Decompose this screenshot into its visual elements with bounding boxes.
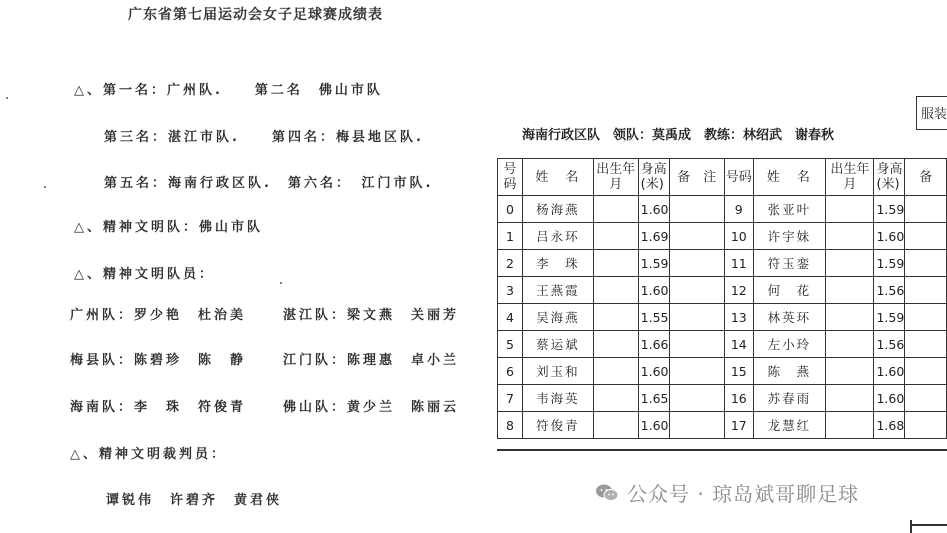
results-line: 海南队：李 珠 符俊青 — [70, 400, 247, 415]
player-height: 1.60 — [874, 223, 905, 250]
birth-cell — [593, 304, 638, 331]
table-row — [498, 250, 947, 277]
roster-table — [497, 158, 947, 439]
scan-speck — [44, 186, 46, 188]
table-row — [498, 358, 947, 385]
player-number: 17 — [724, 412, 753, 439]
birth-cell — [593, 277, 638, 304]
table-row — [498, 304, 947, 331]
results-line: △、第一名：广州队. 第二名 佛山市队 — [74, 83, 383, 98]
player-height: 1.56 — [874, 277, 905, 304]
birth-cell — [826, 196, 874, 223]
player-number: 8 — [498, 412, 523, 439]
birth-cell — [826, 358, 874, 385]
player-height: 1.60 — [638, 358, 669, 385]
note-cell — [669, 304, 724, 331]
note-cell — [905, 196, 947, 223]
player-number: 2 — [498, 250, 523, 277]
player-name: 林英环 — [753, 304, 826, 331]
column-header: 姓 名 — [522, 159, 593, 196]
team-header: 海南行政区队 领队：莫禹成 教练：林绍武 谢春秋 — [522, 128, 835, 143]
player-number: 13 — [724, 304, 753, 331]
corner-mark — [910, 524, 947, 526]
player-number: 5 — [498, 331, 523, 358]
player-height: 1.66 — [638, 331, 669, 358]
column-header: 姓 名 — [753, 159, 826, 196]
player-height: 1.59 — [874, 304, 905, 331]
column-header: 出生年月 — [593, 159, 638, 196]
player-number: 0 — [498, 196, 523, 223]
player-name: 刘玉和 — [522, 358, 593, 385]
note-cell — [905, 385, 947, 412]
birth-cell — [826, 331, 874, 358]
player-name: 张亚叶 — [753, 196, 826, 223]
results-line: 广州队：罗少艳 杜治美 — [70, 308, 247, 323]
results-line: 湛江队：梁文燕 关丽芳 — [283, 308, 460, 323]
player-number: 7 — [498, 385, 523, 412]
column-header: 备 — [905, 159, 947, 196]
birth-cell — [826, 412, 874, 439]
column-header: 备 注 — [669, 159, 724, 196]
corner-mark — [910, 520, 912, 533]
player-height: 1.65 — [638, 385, 669, 412]
column-header: 身高(米) — [874, 159, 905, 196]
player-name: 符玉銮 — [753, 250, 826, 277]
player-number: 6 — [498, 358, 523, 385]
watermark — [595, 478, 859, 507]
results-line: 第五名：海南行政区队. 第六名： 江门市队. — [104, 176, 434, 191]
note-cell — [669, 358, 724, 385]
player-name: 王燕霞 — [522, 277, 593, 304]
player-name: 吴海燕 — [522, 304, 593, 331]
player-number: 1 — [498, 223, 523, 250]
note-cell — [669, 250, 724, 277]
results-line: 佛山队：黄少兰 陈丽云 — [283, 400, 460, 415]
column-header: 号码 — [498, 159, 523, 196]
note-cell — [905, 223, 947, 250]
birth-cell — [593, 412, 638, 439]
player-name: 陈 燕 — [753, 358, 826, 385]
player-name: 苏春雨 — [753, 385, 826, 412]
watermark-text: 公众号 · 琼岛斌哥聊足球 — [627, 482, 860, 506]
column-header: 身高(米) — [638, 159, 669, 196]
document-title: 广东省第七届运动会女子足球赛成绩表 — [128, 7, 383, 23]
player-height: 1.60 — [874, 385, 905, 412]
table-row — [498, 196, 947, 223]
player-height: 1.68 — [874, 412, 905, 439]
player-number: 9 — [724, 196, 753, 223]
player-number: 12 — [724, 277, 753, 304]
player-name: 蔡运斌 — [522, 331, 593, 358]
results-line: △、精神文明队员： — [74, 267, 215, 282]
birth-cell — [593, 250, 638, 277]
note-cell — [669, 385, 724, 412]
player-name: 左小玲 — [753, 331, 826, 358]
uniform-tab-label: 服装 — [921, 107, 947, 122]
note-cell — [669, 331, 724, 358]
roster-header-row — [498, 159, 947, 196]
birth-cell — [593, 196, 638, 223]
player-name: 符俊青 — [522, 412, 593, 439]
player-name: 龙慧红 — [753, 412, 826, 439]
player-number: 10 — [724, 223, 753, 250]
player-number: 11 — [724, 250, 753, 277]
player-name: 何 花 — [753, 277, 826, 304]
results-line: 第三名：湛江市队. 第四名：梅县地区队. — [104, 130, 424, 145]
results-line: 梅县队：陈碧珍 陈 静 — [70, 353, 247, 368]
note-cell — [905, 304, 947, 331]
player-number: 3 — [498, 277, 523, 304]
birth-cell — [826, 304, 874, 331]
player-name: 杨海燕 — [522, 196, 593, 223]
note-cell — [905, 277, 947, 304]
player-height: 1.59 — [874, 196, 905, 223]
column-header: 出生年月 — [826, 159, 874, 196]
note-cell — [905, 331, 947, 358]
uniform-tab — [916, 96, 947, 130]
player-name: 吕永环 — [522, 223, 593, 250]
note-cell — [905, 358, 947, 385]
player-number: 4 — [498, 304, 523, 331]
player-height: 1.56 — [874, 331, 905, 358]
player-height: 1.60 — [874, 358, 905, 385]
table-row — [498, 412, 947, 439]
birth-cell — [593, 331, 638, 358]
player-name: 李 珠 — [522, 250, 593, 277]
results-line: △、精神文明裁判员： — [70, 447, 227, 462]
note-cell — [669, 196, 724, 223]
note-cell — [669, 412, 724, 439]
column-header: 号码 — [724, 159, 753, 196]
table-row — [498, 223, 947, 250]
note-cell — [669, 223, 724, 250]
player-name: 许宇妹 — [753, 223, 826, 250]
birth-cell — [826, 250, 874, 277]
results-line: 江门队：陈理惠 卓小兰 — [283, 353, 460, 368]
player-height: 1.59 — [638, 250, 669, 277]
player-number: 14 — [724, 331, 753, 358]
birth-cell — [593, 223, 638, 250]
table-bottom-rule — [497, 449, 947, 451]
birth-cell — [826, 277, 874, 304]
player-height: 1.60 — [638, 412, 669, 439]
table-row — [498, 331, 947, 358]
player-height: 1.60 — [638, 196, 669, 223]
scan-speck — [6, 97, 8, 99]
player-height: 1.55 — [638, 304, 669, 331]
results-line: 谭锐伟 许碧齐 黄君侠 — [106, 493, 283, 508]
player-number: 16 — [724, 385, 753, 412]
player-height: 1.60 — [638, 277, 669, 304]
results-line: △、精神文明队：佛山市队 — [74, 220, 263, 235]
birth-cell — [593, 385, 638, 412]
birth-cell — [593, 358, 638, 385]
player-height: 1.69 — [638, 223, 669, 250]
player-height: 1.59 — [874, 250, 905, 277]
scan-speck — [280, 282, 282, 284]
note-cell — [905, 250, 947, 277]
table-row — [498, 385, 947, 412]
note-cell — [669, 277, 724, 304]
player-name: 韦海英 — [522, 385, 593, 412]
player-number: 15 — [724, 358, 753, 385]
birth-cell — [826, 223, 874, 250]
table-row — [498, 277, 947, 304]
wechat-icon — [595, 483, 619, 503]
note-cell — [905, 412, 947, 439]
birth-cell — [826, 385, 874, 412]
